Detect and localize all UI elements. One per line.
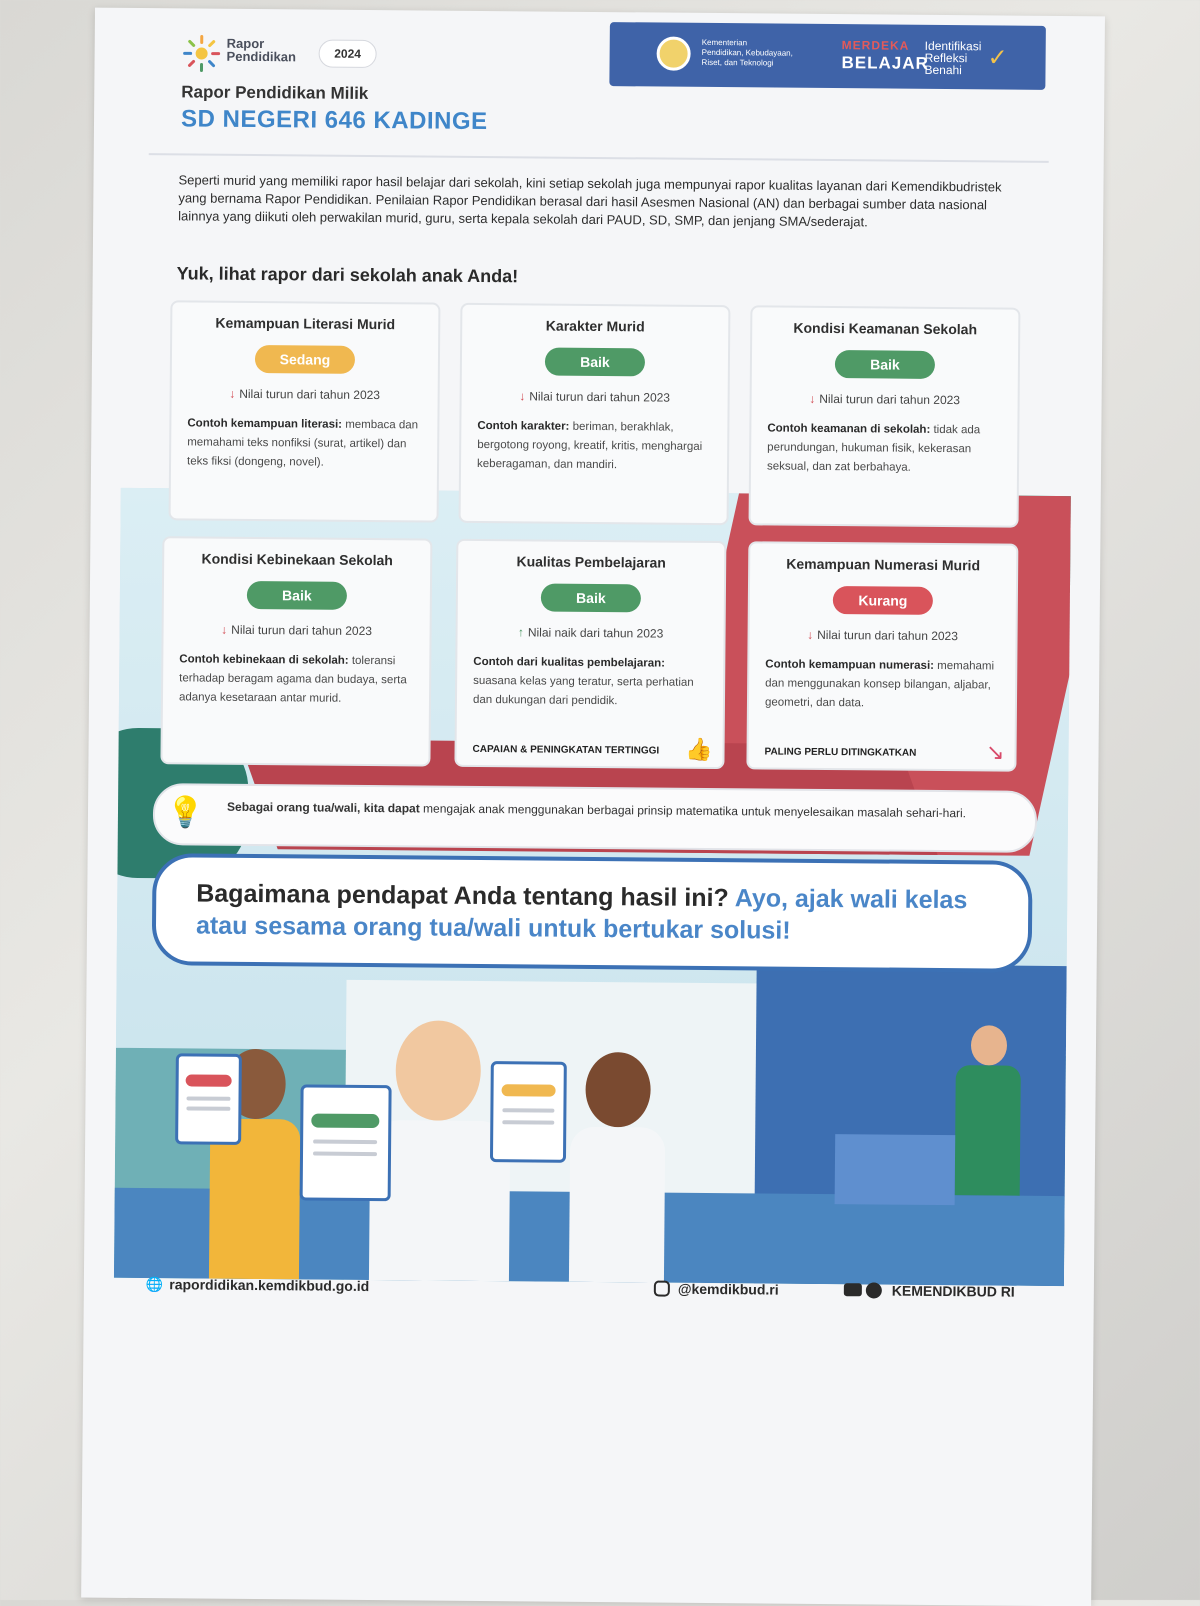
logo-line-2: Pendidikan (227, 50, 296, 64)
footer-instagram[interactable] (654, 1281, 779, 1298)
instagram-handle[interactable]: @kemdikbud.ri (678, 1281, 779, 1298)
doc-pill-green (311, 1114, 379, 1129)
status-badge: Sedang (255, 345, 355, 374)
trend-label: Nilai turun dari tahun 2023 (817, 628, 958, 643)
report-sheet (81, 8, 1105, 1606)
lightbulb-icon: 💡 (167, 795, 205, 830)
example-text: suasana kelas yang teratur, serta perhatian dan dukungan dari pendidik. (473, 675, 694, 707)
irb-line-3: Benahi (924, 64, 981, 76)
status-badge: Baik (545, 348, 645, 377)
parent-tip (153, 783, 1038, 853)
logo-text (227, 37, 297, 64)
section-heading: Yuk, lihat rapor dari sekolah anak Anda! (177, 263, 519, 287)
arrow-down-icon: ↓ (809, 392, 815, 406)
ministry-name (702, 38, 827, 69)
ministry-seal-icon (656, 36, 690, 70)
rapor-pendidikan-logo-icon (182, 34, 220, 72)
score-card-learning-quality (454, 539, 726, 769)
teacher-illustration (971, 1025, 1007, 1065)
question-main: Bagaimana pendapat Anda tentang hasil ini? (196, 880, 729, 913)
irb-line-2: Refleksi (925, 52, 982, 64)
arrow-down-icon: ↓ (807, 628, 813, 642)
irb-text (924, 40, 981, 76)
card-example (765, 655, 1001, 714)
doc-pill-red (186, 1074, 232, 1086)
youtube-icon (844, 1283, 862, 1296)
example-label: Contoh kemampuan literasi: (187, 417, 342, 430)
ministry-line-1: Kementerian (702, 38, 827, 49)
tip-body: mengajak anak menggunakan berbagai prinsip matematika untuk menyelesaikan masalah sehari-hari. (420, 801, 966, 820)
card-example (187, 414, 423, 473)
trend-down-icon: ↘ (986, 739, 1005, 765)
year-badge: 2024 (319, 40, 377, 69)
trend-text (462, 389, 728, 405)
merdeka-text: MERDEKA (842, 38, 910, 53)
trend-text (752, 391, 1018, 407)
doc-line (313, 1140, 377, 1145)
document-card-red (175, 1053, 242, 1145)
student-desk-illustration (835, 1134, 956, 1205)
arrow-down-icon: ↓ (229, 387, 235, 401)
card-title: Kondisi Kebinekaan Sekolah (164, 550, 430, 568)
score-card-diversity (160, 536, 432, 766)
facebook-icon (866, 1282, 882, 1298)
document-card-yellow (490, 1061, 567, 1163)
card-title: Kemampuan Literasi Murid (172, 314, 438, 332)
score-card-character (459, 303, 731, 525)
website-link[interactable]: rapordidikan.kemdikbud.go.id (169, 1276, 369, 1294)
card-footer-label: CAPAIAN & PENINGKATAN TERTINGGI (473, 744, 660, 757)
belajar-text: BELAJAR (841, 53, 928, 74)
trend-text (172, 386, 438, 402)
card-title: Karakter Murid (462, 317, 728, 335)
example-text: beriman, berakhlak, bergotong royong, kreatif, kritis, menghargai keberagaman, dan mandiri. (477, 421, 702, 471)
status-badge: Baik (835, 350, 935, 379)
divider (149, 153, 1049, 163)
globe-icon: 🌐 (146, 1276, 164, 1292)
card-title: Kemampuan Numerasi Murid (750, 555, 1016, 573)
status-badge: Baik (247, 581, 347, 610)
doc-line (502, 1120, 554, 1124)
example-label: Contoh dari kualitas pembelajaran: (473, 656, 665, 670)
card-example (767, 419, 1003, 478)
question-text (196, 878, 1017, 949)
doc-line (186, 1106, 230, 1110)
intro-paragraph: Seperti murid yang memiliki rapor hasil belajar dari sekolah, kini setiap sekolah juga mempunyai rapor kualitas layanan dari Kemendikbudristek yang bernama Rapor Pendidikan. Penilaian Rapor Pendidikan berasal dari hasil Asesmen Nasional (AN) dan berbagai sumber data nasional lainnya yang diikuti oleh perwakilan murid, guru, serta kepala sekolah dari PAUD, SD, SMP, dan jenjang SMA/sederajat. (178, 171, 1008, 232)
trend-label: Nilai turun dari tahun 2023 (529, 389, 670, 404)
footer-website[interactable] (146, 1276, 369, 1295)
status-badge: Baik (541, 584, 641, 613)
example-text: tidak ada perundungan, hukuman fisik, kekerasan seksual, dan zat berbahaya. (767, 424, 980, 474)
arrow-up-icon: ↑ (518, 625, 524, 639)
footer-social[interactable] (844, 1282, 1015, 1299)
card-example (179, 650, 415, 709)
arrow-down-icon: ↓ (221, 623, 227, 637)
trend-label: Nilai turun dari tahun 2023 (239, 387, 380, 402)
trend-text (458, 625, 724, 641)
irb-line-1: Identifikasi (925, 40, 982, 52)
trend-label: Nilai turun dari tahun 2023 (231, 623, 372, 638)
status-badge: Kurang (833, 586, 933, 615)
person-illustration-center (395, 1020, 481, 1121)
card-title: Kondisi Keamanan Sekolah (752, 319, 1018, 337)
trend-text (164, 622, 430, 638)
score-card-numeracy (746, 541, 1018, 771)
card-example (473, 653, 709, 712)
question-cta: Ayo, ajak wali kelas atau sesama orang tua/wali untuk bertukar solusi! (196, 884, 968, 945)
example-label: Contoh kebinekaan di sekolah: (179, 653, 348, 666)
trend-label: Nilai turun dari tahun 2023 (819, 392, 960, 407)
teacher-body (955, 1065, 1021, 1196)
trend-label: Nilai naik dari tahun 2023 (528, 625, 664, 640)
doc-line (186, 1096, 230, 1100)
instagram-icon (654, 1281, 670, 1297)
thumbs-up-icon: 👍 (685, 737, 713, 763)
score-card-literacy (169, 300, 441, 522)
doc-line (313, 1152, 377, 1157)
example-label: Contoh karakter: (477, 420, 569, 433)
social-handle[interactable]: KEMENDIKBUD RI (892, 1283, 1015, 1300)
example-label: Contoh keamanan di sekolah: (767, 422, 930, 435)
discussion-prompt (152, 853, 1033, 973)
ministry-banner (609, 22, 1046, 90)
document-card-green (300, 1084, 392, 1201)
person-illustration-right (585, 1052, 651, 1128)
trend-text (750, 627, 1016, 643)
score-card-safety (749, 305, 1021, 527)
ministry-line-2: Pendidikan, Kebudayaan, (702, 48, 827, 59)
person-body-right (569, 1127, 665, 1283)
ministry-line-3: Riset, dan Teknologi (702, 58, 827, 69)
tip-bold: Sebagai orang tua/wali, kita dapat (227, 800, 420, 816)
logo-line-1: Rapor (227, 37, 296, 51)
doc-line (502, 1108, 554, 1112)
doc-pill-yellow (502, 1084, 556, 1096)
school-name: SD NEGERI 646 KADINGE (181, 105, 488, 136)
example-text: memahami dan menggunakan konsep bilangan, aljabar, geometri, dan data. (765, 660, 994, 709)
card-title: Kualitas Pembelajaran (458, 553, 724, 571)
check-icon: ✓ (987, 43, 1007, 72)
owner-label: Rapor Pendidikan Milik (181, 82, 368, 104)
tip-text (227, 798, 1017, 823)
example-text: toleransi terhadap beragam agama dan budaya, serta adanya kesetaraan antar murid. (179, 655, 407, 705)
arrow-down-icon: ↓ (519, 389, 525, 403)
example-text: membaca dan memahami teks nonfiksi (surat, artikel) dan teks fiksi (dongeng, novel). (187, 419, 418, 469)
example-label: Contoh kemampuan numerasi: (765, 658, 934, 671)
card-example (477, 417, 713, 476)
card-footer-label: PALING PERLU DITINGKATKAN (765, 746, 917, 758)
